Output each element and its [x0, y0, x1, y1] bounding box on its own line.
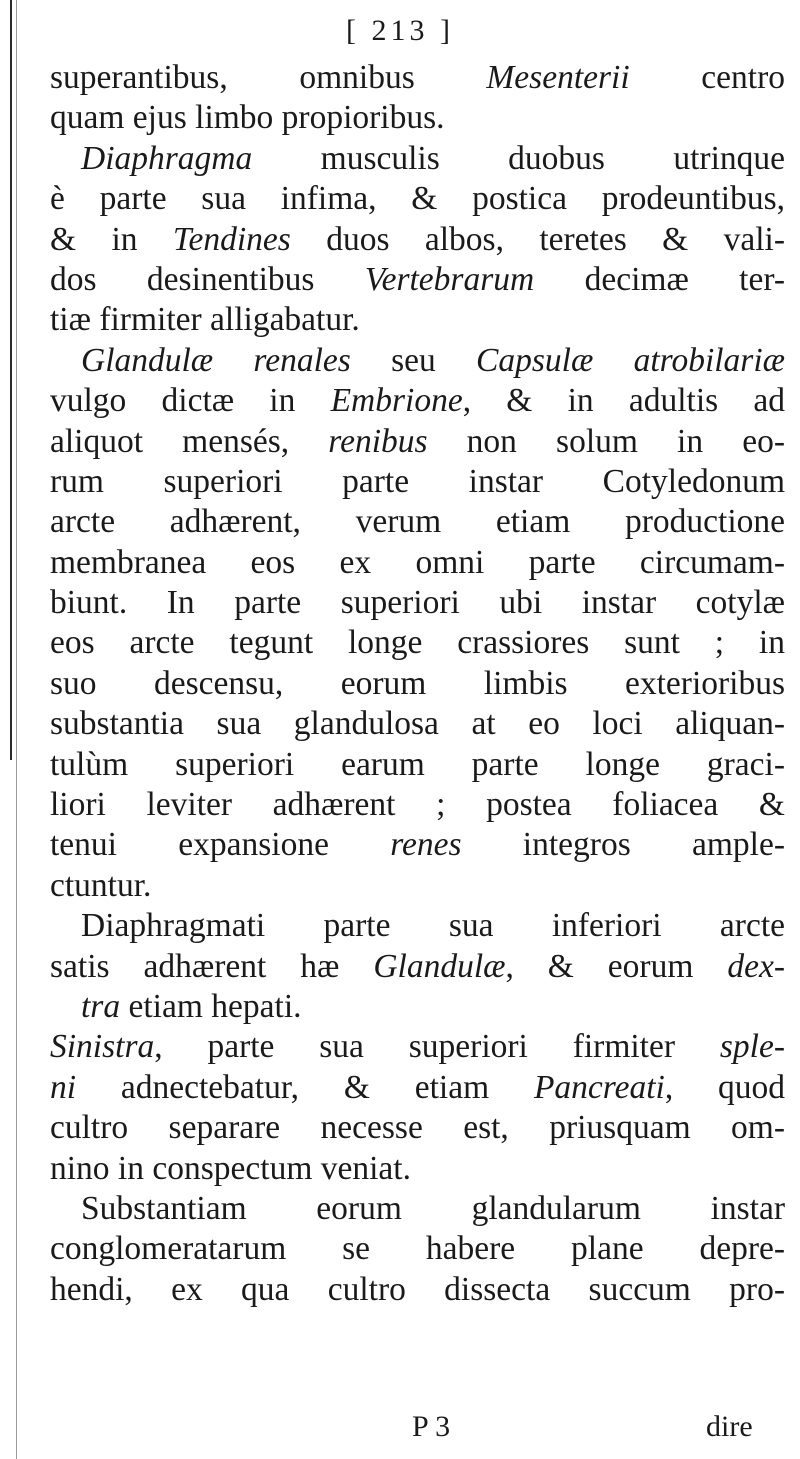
text-segment: etiam hepati.	[120, 987, 302, 1025]
text-segment: suo descensu, eorum limbis exterioribus	[50, 664, 785, 702]
text-segment: decimæ ter-	[534, 260, 785, 298]
text-segment: & in	[50, 220, 173, 258]
text-line	[50, 1270, 785, 1310]
text-segment: non solum in eo-	[427, 422, 785, 460]
text-segment: quam ejus limbo propioribus.	[50, 99, 445, 137]
text-segment: Sinistra	[50, 1028, 155, 1066]
text-segment: tenui expansione	[50, 826, 391, 864]
text-line	[50, 381, 785, 421]
text-line	[50, 1149, 785, 1189]
text-line	[50, 1108, 785, 1148]
text-segment: ni	[50, 1068, 77, 1106]
text-segment: dex-	[727, 947, 785, 985]
text-segment: Diaphragmati parte sua inferiori arcte	[81, 907, 785, 945]
text-segment: renes	[390, 826, 462, 864]
text-segment: superantibus, omnibus	[50, 59, 487, 96]
text-segment: musculis duobus utrinque	[252, 139, 785, 177]
text-segment: , quod	[664, 1068, 786, 1106]
text-segment: tulùm superiori earum parte longe graci-	[50, 745, 785, 783]
text-line	[50, 1027, 785, 1067]
text-segment: nino in conspectum veniat.	[50, 1149, 411, 1187]
text-segment: aliquot mensés,	[50, 422, 329, 460]
text-segment: Vertebrarum	[364, 260, 535, 298]
text-line	[50, 583, 785, 623]
text-segment: Embrione	[330, 382, 463, 420]
text-line	[50, 260, 785, 300]
text-line	[50, 300, 785, 340]
text-line	[50, 1068, 785, 1108]
text-line	[50, 341, 785, 381]
text-segment: renibus	[328, 422, 428, 460]
text-line	[50, 543, 785, 583]
text-line	[50, 220, 785, 260]
text-segment: adnectebatur, & etiam	[76, 1068, 534, 1106]
text-segment: tra	[81, 987, 121, 1025]
text-segment: ctuntur.	[50, 866, 152, 904]
text-segment: Mesenterii	[486, 59, 630, 96]
text-segment: Glandulæ	[373, 947, 506, 985]
page-number-header: [ 213 ]	[346, 14, 454, 47]
text-line	[50, 866, 785, 906]
text-line	[50, 462, 785, 502]
text-line	[50, 745, 785, 785]
text-line	[50, 1229, 785, 1269]
text-segment: centro	[629, 59, 785, 96]
text-segment: arcte adhærent, verum etiam productione	[50, 503, 785, 541]
text-segment: membranea eos ex omni parte circumam-	[50, 543, 785, 581]
text-line	[50, 825, 785, 865]
text-segment: seu	[350, 341, 477, 379]
text-line	[50, 704, 785, 744]
text-line	[50, 502, 785, 542]
text-segment: , parte sua superiori firmiter	[154, 1028, 720, 1066]
text-segment: Glandulæ renales	[81, 341, 351, 379]
text-segment: satis adhærent hæ	[50, 947, 374, 985]
text-segment: liori leviter adhærent ; postea foliacea &	[50, 786, 785, 824]
text-line	[50, 1189, 785, 1229]
text-line	[50, 139, 785, 179]
text-segment: hendi, ex qua cultro dissecta succum pro-	[50, 1270, 785, 1308]
text-segment: , & in adultis ad	[462, 382, 786, 420]
text-line	[50, 987, 785, 1027]
text-segment: duos albos, teretes & vali-	[290, 220, 785, 258]
text-segment: Substantiam eorum glandularum instar	[81, 1189, 785, 1227]
text-segment: Capsulæ atrobilariæ	[476, 341, 785, 379]
text-segment: è parte sua infima, & postica prodeuntibus,	[50, 180, 785, 218]
text-segment: vulgo dictæ in	[50, 382, 331, 420]
text-line	[50, 422, 785, 462]
text-segment: rum superiori parte instar Cotyledonum	[50, 462, 785, 500]
text-segment: conglomeratarum se habere plane depre-	[50, 1230, 785, 1268]
text-segment: sple-	[719, 1028, 785, 1066]
text-segment: dos desinentibus	[50, 260, 365, 298]
text-segment: eos arcte tegunt longe crassiores sunt ; in	[50, 624, 785, 662]
text-line	[50, 947, 785, 987]
text-line	[50, 179, 785, 219]
text-line	[50, 906, 785, 946]
text-line	[50, 98, 785, 138]
signature-mark: P 3	[412, 1410, 451, 1443]
catchword: dire	[706, 1410, 753, 1443]
text-line	[50, 623, 785, 663]
text-segment: Tendines	[172, 220, 291, 258]
body-text	[50, 58, 785, 1310]
text-segment: , & eorum	[505, 947, 728, 985]
text-segment: substantia sua glandulosa at eo loci aliquan-	[50, 705, 785, 743]
text-line	[50, 58, 785, 98]
text-segment: Diaphragma	[81, 139, 253, 177]
text-line	[50, 664, 785, 704]
text-segment: Pancreati	[533, 1068, 665, 1106]
text-segment: integros ample-	[461, 826, 786, 864]
text-segment: cultro separare necesse est, priusquam om-	[50, 1109, 785, 1147]
text-segment: biunt. In parte superiori ubi instar cotylæ	[50, 584, 785, 622]
text-segment: tiæ firmiter alligabatur.	[50, 301, 360, 339]
text-line	[50, 785, 785, 825]
